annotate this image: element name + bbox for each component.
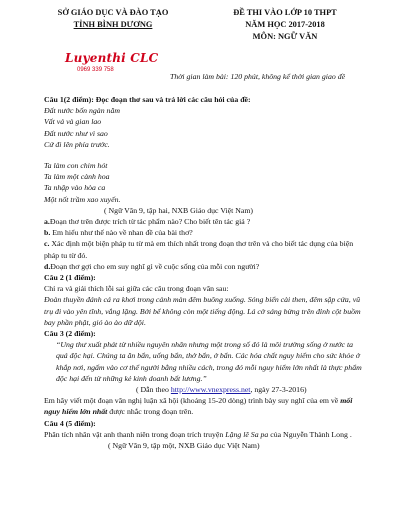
poem-line: Một nốt trầm xao xuyến.	[44, 194, 121, 204]
q2-passage: Đoàn thuyền đánh cá ra khơi trong cảnh màn đêm buông xuống. Sóng biển cài then, đêm sập cửa, vũ trụ đi vào yên tĩnh, vắng lặng. Bởi bể không còn một tiếng động. Lá cờ sáng bừng trên đỉnh cột buồm bay phần phật, gió ào ào dữ dội.	[44, 295, 361, 327]
q1-part-b: b. Em hiểu như thế nào về nhan đề của bài thơ?	[44, 228, 193, 238]
time-note: Thời gian làm bài: 120 phút, không kể thời gian giao đề	[170, 72, 346, 81]
q4-task: Phân tích nhân vật anh thanh niên trong đoạn trích truyện Lặng lẽ Sa pa của Nguyễn Thành Long .	[44, 429, 352, 439]
poem-line: Ta làm một cành hoa	[44, 172, 110, 182]
exam-body	[44, 94, 364, 451]
poem-line: Đất nước bốn ngàn năm	[44, 106, 120, 116]
q4-source: ( Ngữ Văn 9, tập một, NXB Giáo dục Việt Nam)	[108, 441, 260, 451]
logo-phone: 0969 339 758	[77, 67, 114, 73]
q4-title: Câu 4 (5 điểm):	[44, 418, 96, 428]
province-name: TỈNH BÌNH DƯƠNG	[73, 20, 153, 29]
q1-part-c: c. Xác định một biện pháp tu từ mà em thích nhất trong đoạn thơ trên và cho biết tác dụng của biện pháp tu từ đó.	[44, 239, 354, 260]
q1-part-d: d.Đoạn thơ gợi cho em suy nghĩ gì về cuộc sống của mỗi con người?	[44, 261, 260, 271]
department-name: SỞ GIÁO DỤC VÀ ĐÀO TẠO	[57, 8, 169, 17]
poem-line: Ta làm con chim hót	[44, 161, 108, 171]
q3-quote: “Ung thư xuất phát từ nhiều nguyên nhân nhưng một trong số đó là môi trường sống ở nước ta quá độc hại. Chúng ta ăn bẩn, uống bẩn, thở bẩn, ở bẩn. Các hóa chất nguy hiểm cho sức khỏe ở khắp nơi, ngấm vào cơ thể người bằng nhiều cách, trong đó mỗi nguy hiểm lớn nhất là thực phẩm độc hại đến từ những kẻ kinh doanh bất lương.”	[56, 340, 362, 383]
school-year: NĂM HỌC 2017-2018	[245, 20, 325, 29]
poem-source: ( Ngữ Văn 9, tập hai, NXB Giáo dục Việt Nam)	[104, 205, 253, 215]
q1-part-a: a.Đoạn thơ trên được trích từ tác phẩm nào? Cho biết tên tác giả ?	[44, 217, 251, 227]
q3-task: Em hãy viết một đoạn văn nghị luận xã hội (khoảng 15-20 dòng) trình bày suy nghĩ của em về mối nguy hiểm lớn nhất được nhắc trong đoạn trên.	[44, 396, 353, 417]
q1-title: Câu 1(2 điểm): Đọc đoạn thơ sau và trả lời các câu hỏi của đề:	[44, 95, 251, 104]
q3-title: Câu 3 (2 điểm):	[44, 329, 96, 339]
exam-title: ĐỀ THI VÀO LỚP 10 THPT	[233, 8, 337, 17]
poem-line: Đất nước như vì sao	[44, 128, 108, 138]
poem-line: Vất vả và gian lao	[44, 117, 102, 127]
vnexpress-link[interactable]: http://www.vnexpress.net	[170, 385, 251, 395]
luyenthi-logo: Luyenthi CLC	[65, 51, 159, 65]
q3-citation: ( Dẫn theo http://www.vnexpress.net, ngày 27-3-2016)	[136, 385, 307, 395]
poem-line: Ta nhập vào hòa ca	[44, 183, 106, 193]
q2-title: Câu 2 (1 điểm):	[44, 273, 96, 283]
subject: MÔN: NGỮ VĂN	[252, 32, 318, 41]
poem-line: Cứ đi lên phía trước.	[44, 139, 110, 149]
q2-prompt: Chỉ ra và giải thích lỗi sai giữa các câu trong đoạn văn sau:	[44, 284, 229, 294]
